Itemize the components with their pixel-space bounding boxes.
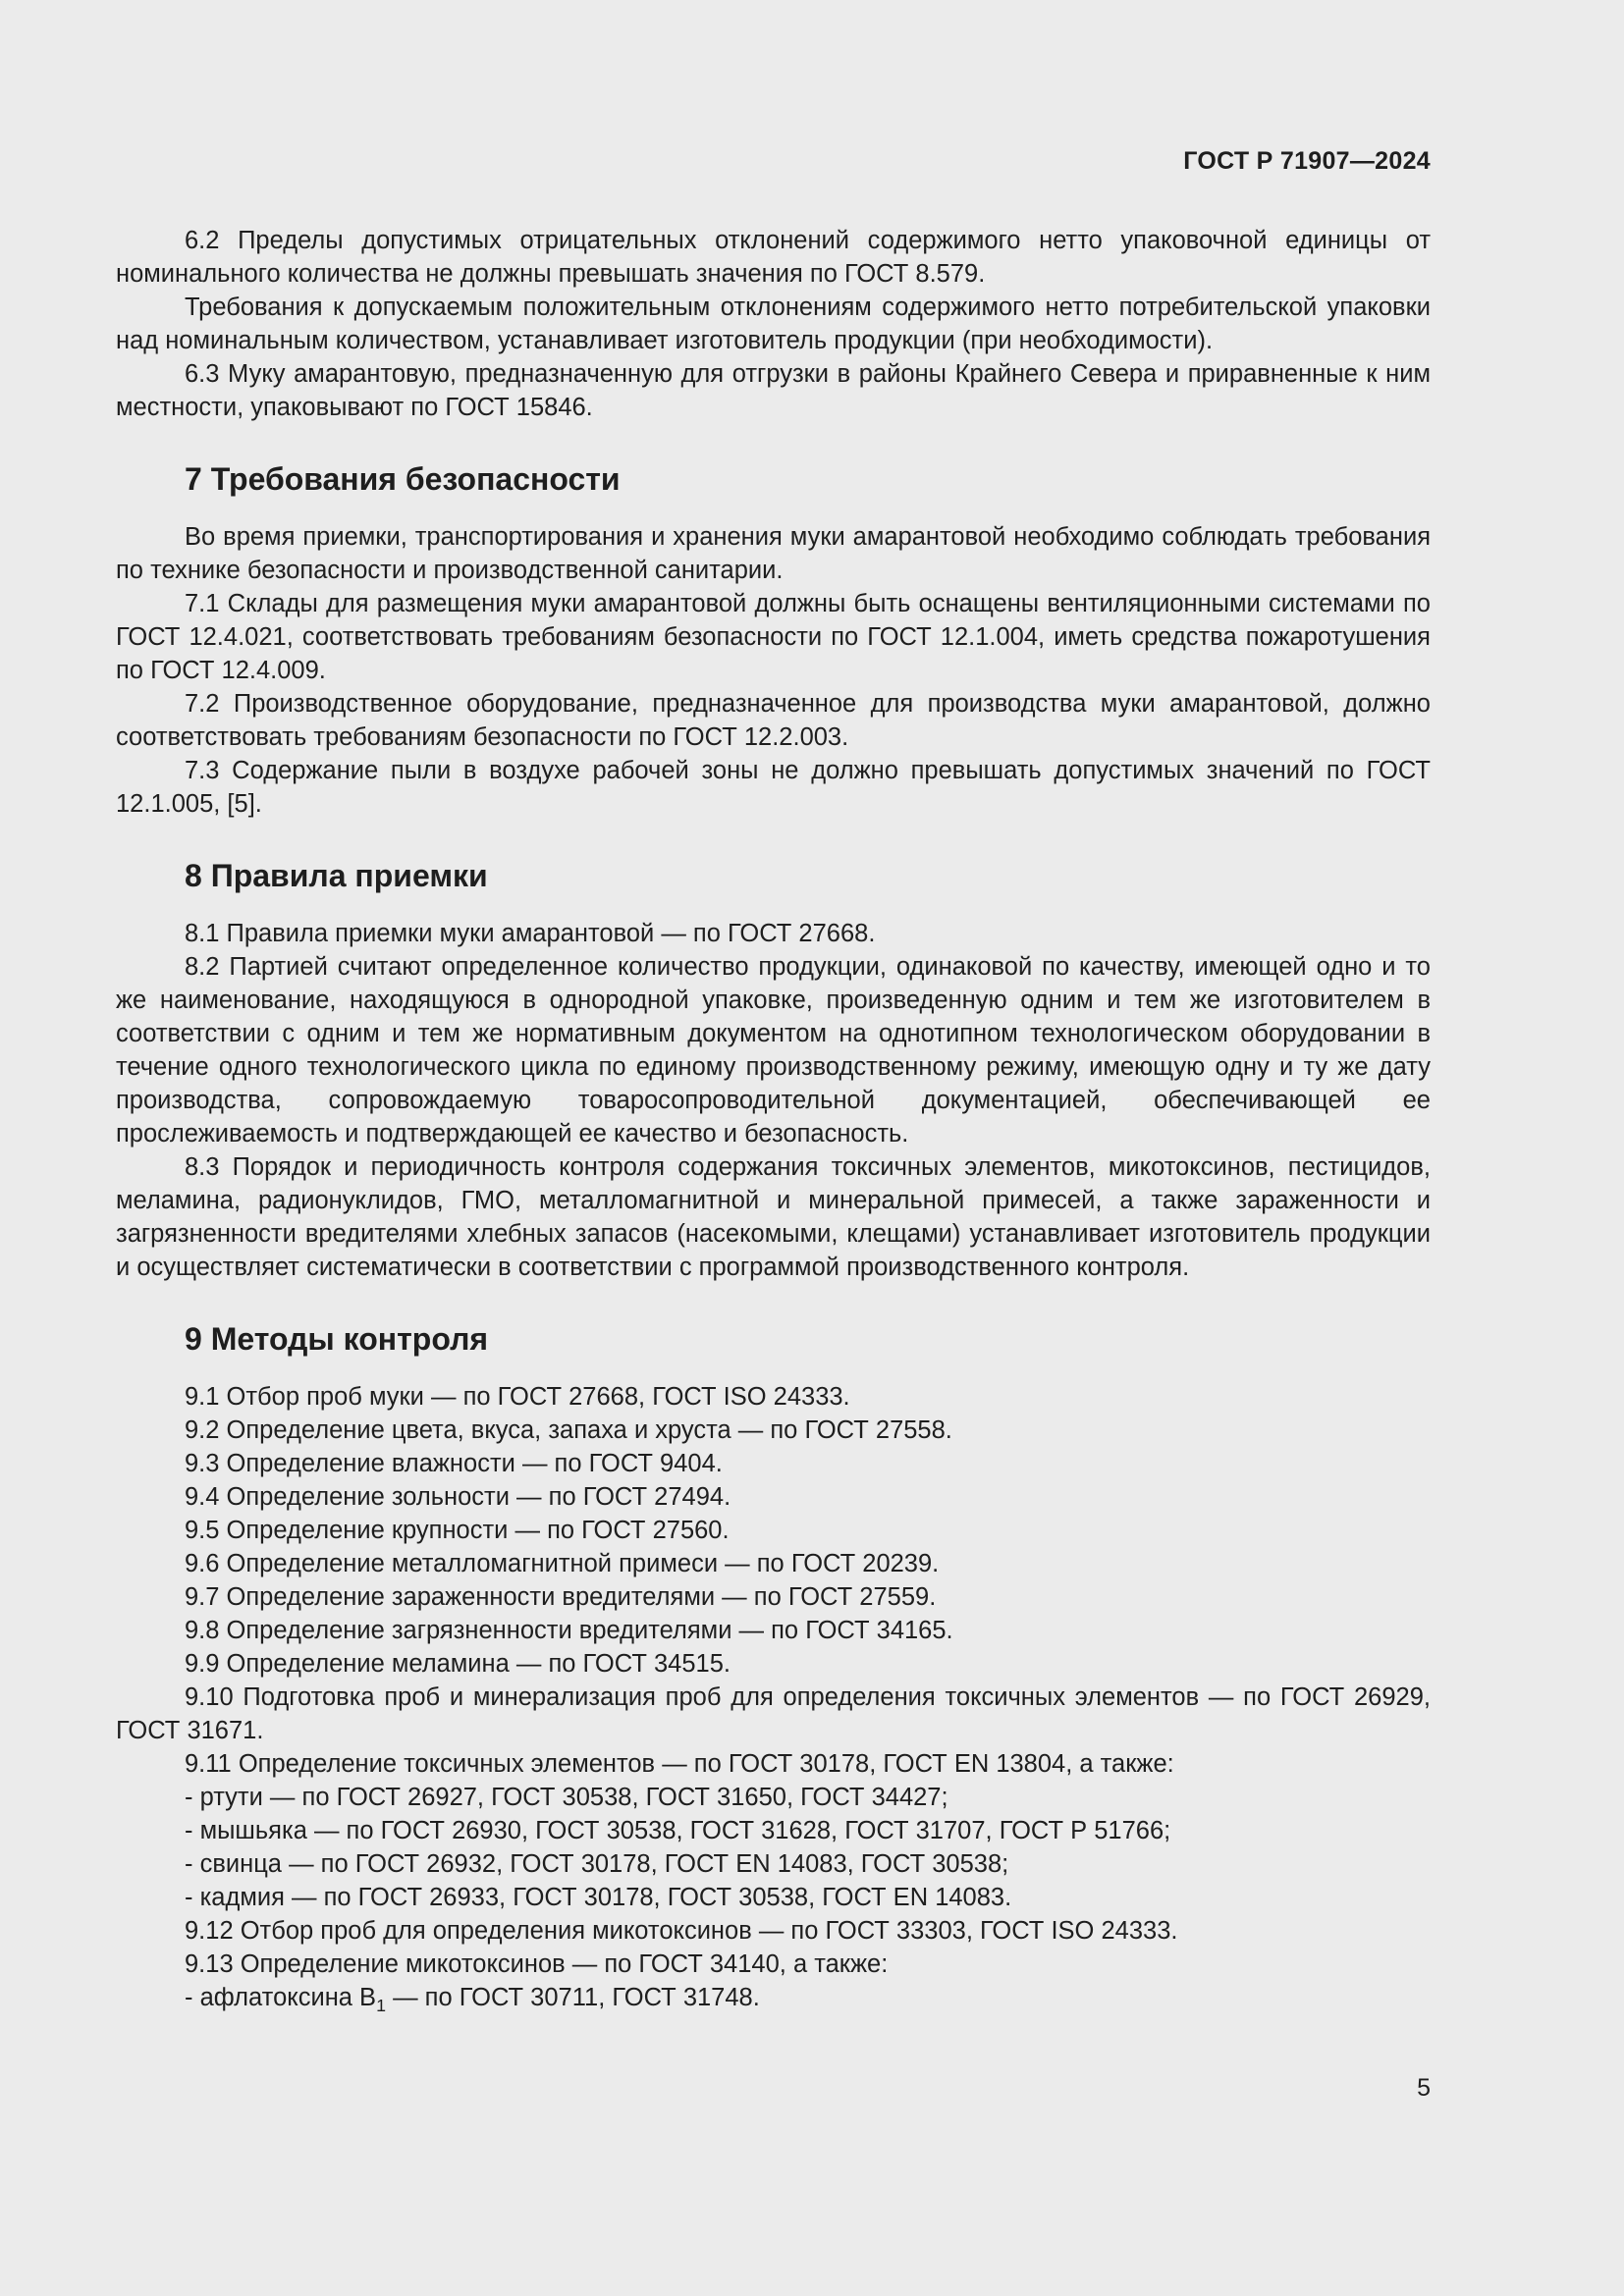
aflatoxin-refs: — по ГОСТ 30711, ГОСТ 31748. (386, 1984, 760, 2011)
item-9-1: 9.1 Отбор проб муки — по ГОСТ 27668, ГОСТ ISO 24333. (185, 1383, 850, 1411)
item-9-11: 9.11 Определение токсичных элементов — по ГОСТ 30178, ГОСТ EN 13804, а также: (185, 1750, 1174, 1778)
item-9-2: 9.2 Определение цвета, вкуса, запаха и хруста — по ГОСТ 27558. (185, 1416, 952, 1444)
dash-item-aflatoxin (185, 1981, 1431, 2022)
paragraph-7-0: Во время приемки, транспортирования и хранения муки амарантовой необходимо соблюдать требования по технике безопасности и производственной санитарии. (116, 523, 1431, 584)
paragraph-8-3: 8.3 Порядок и периодичность контроля содержания токсичных элементов, микотоксинов, пестицидов, меламина, радионуклидов, ГМО, металломагнитной и минеральной примесей, а также зараженности и загрязненности вредителями хлебных запасов (насекомыми, клещами) устанавливает изготовитель продукции и осуществляет систематически в соответствии с программой производственного контроля. (116, 1153, 1431, 1281)
document-code-header: ГОСТ Р 71907—2024 (1183, 147, 1431, 175)
item-9-7: 9.7 Определение зараженности вредителями — по ГОСТ 27559. (185, 1583, 937, 1611)
item-9-9: 9.9 Определение меламина — по ГОСТ 34515. (185, 1650, 731, 1678)
section-7-heading: 7 Требования безопасности (185, 461, 621, 497)
paragraph-6-2-b: Требования к допускаемым положительным отклонениям содержимого нетто потребительской упаковки над номинальным количеством, устанавливает изготовитель продукции (при необходимости). (116, 294, 1431, 354)
item-9-6: 9.6 Определение металломагнитной примеси — по ГОСТ 20239. (185, 1550, 940, 1577)
paragraph-7-3: 7.3 Содержание пыли в воздухе рабочей зоны не должно превышать допустимых значений по ГОСТ 12.1.005, [5]. (116, 757, 1431, 818)
paragraph-8-2: 8.2 Партией считают определенное количество продукции, одинаковой по качеству, имеющей одно и то же наименование, находящуюся в однородной упаковке, произведенную одним и тем же изготовителем в соответствии с одним и тем же нормативным документом на однотипном технологическом оборудовании в течение одного технологического цикла по единому производственному режиму, имеющую одну и ту же дату производства, сопровождаемую товаросопроводительной документацией, обеспечивающей ее прослеживаемость и подтверждающей ее качество и безопасность. (116, 953, 1431, 1148)
aflatoxin-label: - афлатоксина B (185, 1984, 377, 2011)
item-9-8: 9.8 Определение загрязненности вредителями — по ГОСТ 34165. (185, 1617, 953, 1644)
paragraph-7-1: 7.1 Склады для размещения муки амарантовой должны быть оснащены вентиляционными системами по ГОСТ 12.4.021, соответствовать требованиям безопасности по ГОСТ 12.1.004, иметь средства пожаротушения по ГОСТ 12.4.009. (116, 590, 1431, 684)
page-body (116, 224, 1431, 2022)
item-9-10: 9.10 Подготовка проб и минерализация проб для определения токсичных элементов — по ГОСТ 26929, ГОСТ 31671. (116, 1683, 1431, 1744)
item-9-4: 9.4 Определение зольности — по ГОСТ 27494. (185, 1483, 731, 1511)
item-9-12: 9.12 Отбор проб для определения микотоксинов — по ГОСТ 33303, ГОСТ ISO 24333. (185, 1917, 1178, 1945)
section-9-heading: 9 Методы контроля (185, 1321, 489, 1357)
paragraph-8-1: 8.1 Правила приемки муки амарантовой — по ГОСТ 27668. (185, 920, 876, 947)
paragraph-7-2: 7.2 Производственное оборудование, предназначенное для производства муки амарантовой, должно соответствовать требованиям безопасности по ГОСТ 12.2.003. (116, 690, 1431, 751)
item-9-5: 9.5 Определение крупности — по ГОСТ 27560. (185, 1517, 730, 1544)
dash-item-mercury: - ртути — по ГОСТ 26927, ГОСТ 30538, ГОСТ 31650, ГОСТ 34427; (185, 1784, 948, 1811)
dash-item-arsenic: - мышьяка — по ГОСТ 26930, ГОСТ 30538, ГОСТ 31628, ГОСТ 31707, ГОСТ Р 51766; (185, 1817, 1171, 1844)
section-8-heading: 8 Правила приемки (185, 858, 488, 893)
page-number: 5 (1417, 2074, 1431, 2102)
paragraph-6-3: 6.3 Муку амарантовую, предназначенную для отгрузки в районы Крайнего Севера и приравненные к ним местности, упаковывают по ГОСТ 15846. (116, 360, 1431, 421)
dash-item-cadmium: - кадмия — по ГОСТ 26933, ГОСТ 30178, ГОСТ 30538, ГОСТ EN 14083. (185, 1884, 1012, 1911)
aflatoxin-subscript: 1 (376, 1996, 386, 2016)
item-9-13: 9.13 Определение микотоксинов — по ГОСТ 34140, а также: (185, 1950, 889, 1978)
paragraph-6-2: 6.2 Пределы допустимых отрицательных отклонений содержимого нетто упаковочной единицы от номинального количества не должны превышать значения по ГОСТ 8.579. (116, 227, 1431, 288)
dash-item-lead: - свинца — по ГОСТ 26932, ГОСТ 30178, ГОСТ EN 14083, ГОСТ 30538; (185, 1850, 1009, 1878)
item-9-3: 9.3 Определение влажности — по ГОСТ 9404. (185, 1450, 723, 1477)
